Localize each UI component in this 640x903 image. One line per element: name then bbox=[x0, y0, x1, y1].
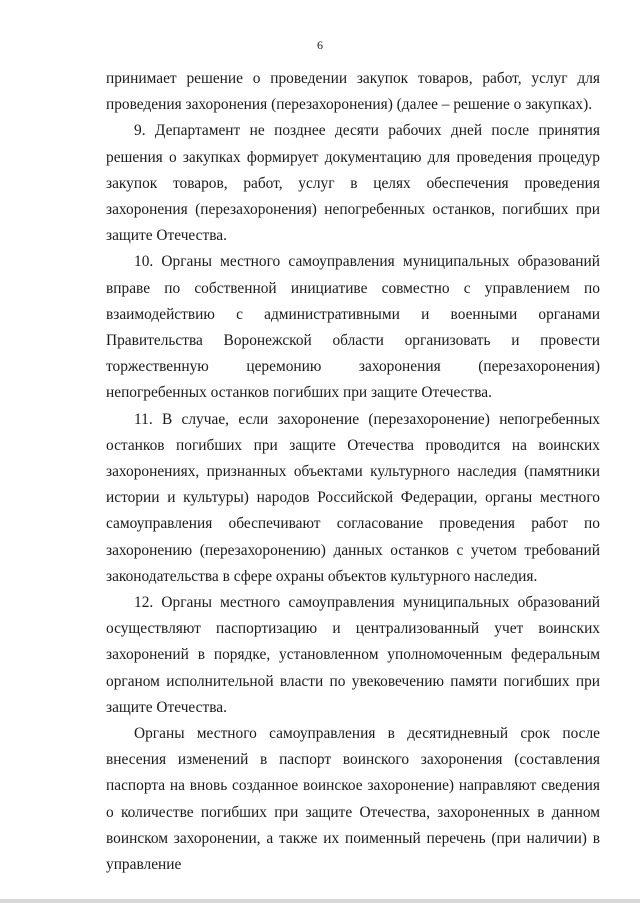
paragraph-12: 12. Органы местного самоуправления муниципальных образований осуществляют паспортизацию и централизованный учет воинских захоронений в порядке, установленном уполномоченным федеральным органом исполнительной власти по увековечению памяти погибших при защите Отечества. bbox=[106, 594, 600, 716]
paragraph-12-continued: Органы местного самоуправления в десятидневный срок после внесения изменений в паспорт воинского захоронения (составления паспорта на вновь созданное воинское захоронение) направляют сведения о количестве погибших при защите Отечества, захороненных в данном воинском захоронении, а также их поименный перечень (при наличии) в управление bbox=[106, 725, 600, 874]
paragraph-11: 11. В случае, если захоронение (перезахоронение) непогребенных останков погибших при защите Отечества проводится на воинских захоронениях, признанных объектами культурного наследия (памятники истории и культуры) народов Российской Федерации, органы местного самоуправления обеспечивают согласование проведения работ по захоронению (перезахоронению) данных останков с учетом требований законодательства в сфере охраны объектов культурного наследия. bbox=[106, 410, 600, 585]
page-number: 6 bbox=[317, 38, 323, 52]
page-bottom-edge bbox=[0, 899, 640, 903]
document-body bbox=[106, 66, 600, 878]
paragraph-9: 9. Департамент не позднее десяти рабочих дней после принятия решения о закупках формирует документацию для проведения процедур закупок товаров, работ, услуг в целях обеспечения проведения захоронения (перезахоронения) непогребенных останков, погибших при защите Отечества. bbox=[106, 122, 600, 245]
paragraph-continuation: принимает решение о проведении закупок товаров, работ, услуг для проведения захоронения (перезахоронения) (далее – решение о закупках). bbox=[106, 70, 600, 114]
paragraph-10: 10. Органы местного самоуправления муниципальных образований вправе по собственной инициативе совместно с управлением по взаимодействию с административными и военными органами Правительства Воронежской области организовать и провести торжественную церемонию захоронения (перезахоронения) непогребенных останков погибших при защите Отечества. bbox=[106, 253, 600, 402]
